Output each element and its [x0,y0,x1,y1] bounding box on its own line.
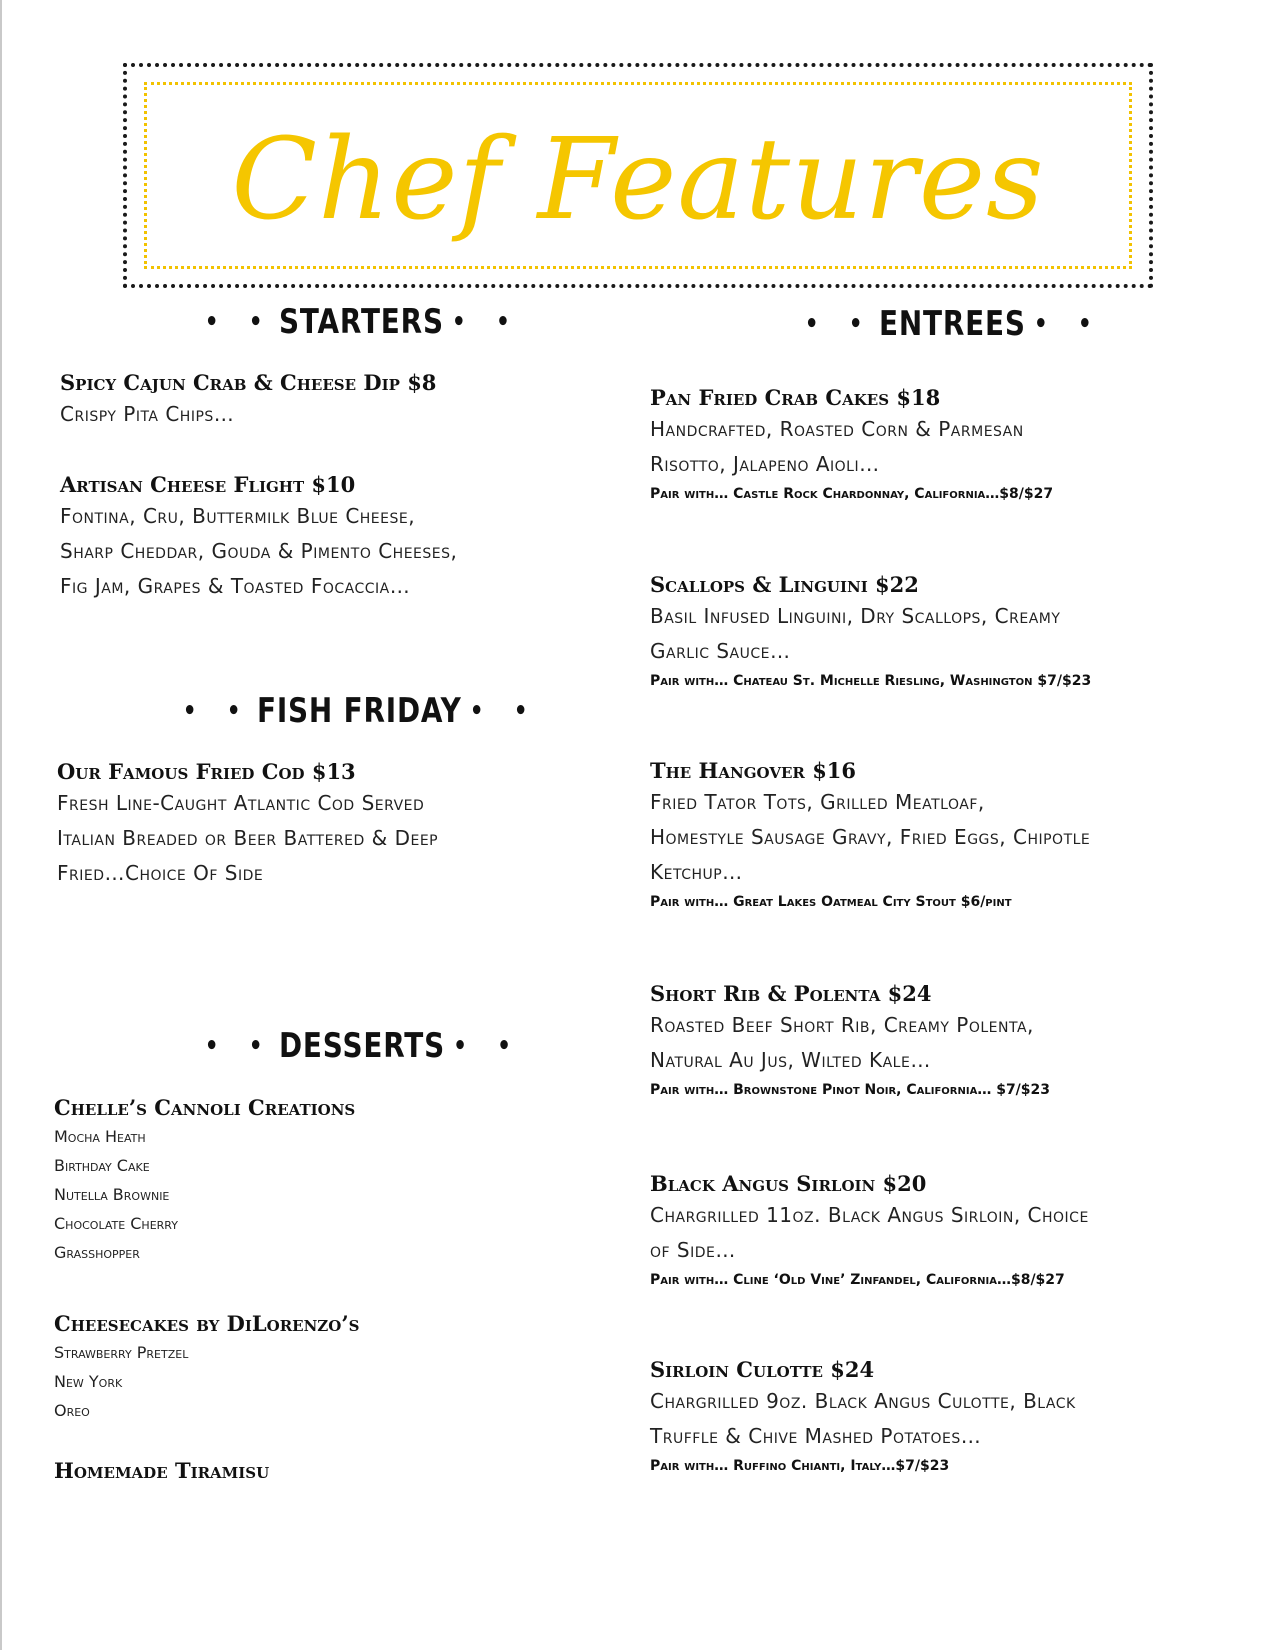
section-heading-label: ENTREES [878,304,1026,344]
item-desc-line: Crispy Pita Chips… [60,402,235,426]
heading-dots-right: • • [1033,309,1104,339]
heading-dots-left: • • [804,309,875,339]
menu-item-starter [60,471,457,604]
item-desc-line: Chargrilled 11oz. Black Angus Sirloin, Choice [650,1203,1089,1227]
section-heading-entrees [800,302,1108,346]
menu-item-entree [650,571,1091,693]
wine-pairing: Pair with… Chateau St. Michelle Riesling, Washington $7/$23 [650,673,1092,689]
list-item: Birthday Cake [54,1156,150,1175]
wine-pairing: Pair with… Great Lakes Oatmeal City Stout $6/pint [650,894,1012,910]
item-desc-line: Risotto, Jalapeno Aioli… [650,452,880,476]
list-item: Oreo [54,1401,90,1420]
header-banner-inner-border [144,82,1132,269]
menu-item-dessert [54,1310,359,1425]
menu-item-entree [650,384,1053,506]
heading-dots-right: • • [469,696,539,726]
item-title: Chelle’s Cannoli Creations [54,1095,356,1120]
item-title: Short Rib & Polenta $24 [650,981,932,1006]
menu-item-entree [650,757,1090,914]
menu-item-fish-friday [57,758,438,891]
dessert-options-list [54,1122,355,1267]
header-banner [123,63,1153,288]
item-title: Homemade Tiramisu [54,1458,270,1483]
heading-dots-right: • • [453,1031,523,1061]
section-heading-label: FISH FRIDAY [256,691,462,731]
menu-item-entree [650,1356,1076,1478]
item-desc-line: Fig Jam, Grapes & Toasted Focaccia… [60,574,411,598]
menu-item-entree [650,980,1050,1102]
item-desc-line: Handcrafted, Roasted Corn & Parmesan [650,417,1024,441]
item-desc-line: Truffle & Chive Mashed Potatoes… [650,1424,982,1448]
item-desc-line: of Side… [650,1238,736,1262]
section-heading-label: STARTERS [278,302,444,342]
item-title: The Hangover $16 [650,758,857,783]
item-title: Scallops & Linguini $22 [650,572,919,597]
list-item: New York [54,1372,123,1391]
item-desc-line: Fontina, Cru, Buttermilk Blue Cheese, [60,504,416,528]
heading-dots-left: • • [204,307,275,337]
item-desc-line: Natural Au Jus, Wilted Kale… [650,1048,931,1072]
item-desc-line: Roasted Beef Short Rib, Creamy Polenta, [650,1013,1034,1037]
menu-item-dessert [54,1457,269,1485]
item-desc-line: Homestyle Sausage Gravy, Fried Eggs, Chipotle [650,825,1091,849]
item-title: Cheesecakes by DiLorenzo’s [54,1311,360,1336]
item-desc-line: Fried Tator Tots, Grilled Meatloaf, [650,790,985,814]
heading-dots-left: • • [204,1031,275,1061]
section-heading-label: DESSERTS [278,1026,445,1066]
list-item: Grasshopper [54,1243,140,1262]
list-item: Strawberry Pretzel [54,1343,189,1362]
item-desc-line: Basil Infused Linguini, Dry Scallops, Creamy [650,604,1061,628]
list-item: Chocolate Cherry [54,1214,178,1233]
item-desc-line: Ketchup… [650,860,743,884]
menu-item-entree [650,1170,1089,1292]
item-desc-line: Chargrilled 9oz. Black Angus Culotte, Black [650,1389,1076,1413]
item-title: Our Famous Fried Cod $13 [57,759,356,784]
wine-pairing: Pair with… Brownstone Pinot Noir, California… $7/$23 [650,1082,1051,1098]
wine-pairing: Pair with… Cline ‘Old Vine’ Zinfandel, California…$8/$27 [650,1272,1065,1288]
item-desc-line: Italian Breaded or Beer Battered & Deep [57,826,439,850]
section-heading-starters [200,300,526,344]
page-title: Chef Features [231,114,1045,245]
wine-pairing: Pair with… Castle Rock Chardonnay, California…$8/$27 [650,486,1054,502]
item-title: Artisan Cheese Flight $10 [60,472,356,497]
item-title: Sirloin Culotte $24 [650,1357,875,1382]
item-title: Black Angus Sirloin $20 [650,1171,927,1196]
item-desc-line: Sharp Cheddar, Gouda & Pimento Cheeses, [60,539,458,563]
item-title: Pan Fried Crab Cakes $18 [650,385,941,410]
menu-item-dessert [54,1094,355,1267]
list-item: Mocha Heath [54,1127,146,1146]
item-desc-line: Garlic Sauce… [650,639,791,663]
item-title: Spicy Cajun Crab & Cheese Dip $8 [60,370,437,395]
section-heading-fish-friday [178,689,544,733]
item-desc-line: Fresh Line-Caught Atlantic Cod Served [57,791,425,815]
list-item: Nutella Brownie [54,1185,170,1204]
wine-pairing: Pair with… Ruffino Chianti, Italy…$7/$23 [650,1458,950,1474]
heading-dots-right: • • [452,307,522,337]
heading-dots-left: • • [182,696,253,726]
section-heading-desserts [200,1024,527,1068]
dessert-options-list [54,1338,359,1425]
menu-item-starter [60,369,436,432]
item-desc-line: Fried…Choice Of Side [57,861,264,885]
page-edge [0,0,2,1650]
